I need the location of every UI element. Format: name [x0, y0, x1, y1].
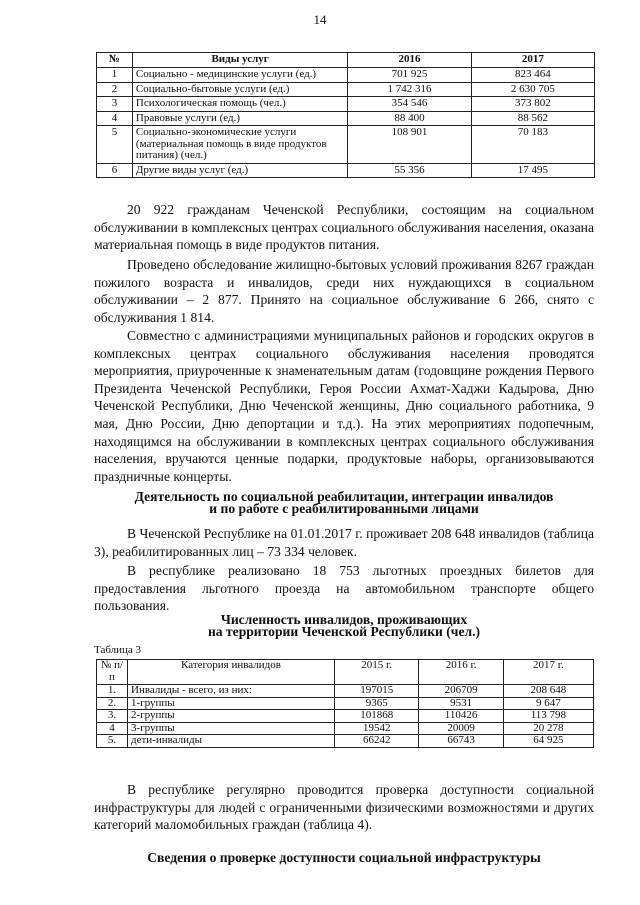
table-cell: Инвалиды - всего, из них: — [128, 685, 335, 698]
table-cell: 4 — [97, 111, 133, 126]
header-cell: 2016 г. — [419, 660, 503, 685]
heading-line: на территории Чеченской Республики (чел.) — [207, 624, 481, 639]
table-cell: 3. — [97, 710, 128, 723]
table-cell: 206709 — [419, 685, 503, 698]
table-cell: 2-группы — [128, 710, 335, 723]
table-cell: Социально - медицинские услуги (ед.) — [132, 68, 347, 83]
page-number: 14 — [313, 12, 327, 27]
table-cell: 66743 — [419, 735, 503, 748]
table-cell: 3 — [97, 97, 133, 112]
table-cell: 701 925 — [348, 68, 471, 83]
table-cell: 55 356 — [348, 163, 471, 178]
table-row — [97, 697, 594, 710]
table-cell: Социально-экономические услуги (материальная помощь в виде продуктов питания) (чел.) — [132, 126, 347, 164]
table-cell: 2 630 705 — [471, 82, 594, 97]
table-row — [97, 111, 595, 126]
table-row — [97, 685, 594, 698]
table-cell: 373 802 — [471, 97, 594, 112]
heading-line: и по работе с реабилитированными лицами — [209, 501, 479, 516]
table-row — [97, 710, 594, 723]
table-row — [97, 68, 595, 83]
header-cell: № п/п — [97, 660, 128, 685]
table-cell: 5. — [97, 735, 128, 748]
header-cell: 2015 г. — [335, 660, 419, 685]
table-cell: 70 183 — [471, 126, 594, 164]
table-cell: 1-группы — [128, 697, 335, 710]
paragraph-food-aid: 20 922 гражданам Чеченской Республики, состоящим на социальном обслуживании в комплексных центрах социального обслуживания населения, оказана материальная помощь в виде продуктов питания. — [94, 202, 594, 253]
table-cell: 5 — [97, 126, 133, 164]
table-header-row — [97, 53, 595, 68]
table-row — [97, 163, 595, 178]
table-row — [97, 97, 595, 112]
table-cell: 113 798 — [503, 710, 593, 723]
table-row — [97, 126, 595, 164]
paragraph-events: Совместно с администрациями муниципальных районов и городских округов в комплексных центрах социального обслуживания населения проводятся мероприятия, приуроченные к знаменательным датам (годовщине рождения Первого Президента Чеченской Республики, Героя России Ахмат-Хаджи Кадырова, Дню Чеченской Республики, Дню Чеченской женщины, Дню социального работника, 9 мая, Дню России, Дню депортации и т.д.). На этих мероприятиях подопечным, находящимся на обслуживании в комплексных центрах социального обслуживания населения, вручаются ценные подарки, продуктовые наборы, организовываются праздничные концерты. — [94, 328, 594, 484]
table-cell: 19542 — [335, 722, 419, 735]
table-cell: 2 — [97, 82, 133, 97]
header-cell: 2016 — [348, 53, 471, 68]
table-cell: 88 562 — [471, 111, 594, 126]
table-row — [97, 735, 594, 748]
table-row — [97, 82, 595, 97]
table-cell: 4 — [97, 722, 128, 735]
paragraph-disabled-count: В Чеченской Республике на 01.01.2017 г. проживает 208 648 инвалидов (таблица 3), реабилитированных лиц – 73 334 человек. — [94, 526, 594, 559]
paragraph-tickets: В республике реализовано 18 753 льготных проездных билетов для предоставления льготного проезда на автомобильном транспорте общего пользования. — [94, 563, 594, 614]
header-cell: 2017 г. — [503, 660, 593, 685]
table-cell: 9531 — [419, 697, 503, 710]
paragraph-survey: Проведено обследование жилищно-бытовых условий проживания 8267 граждан пожилого возраста и инвалидов, среди них нуждающихся в социальном обслуживании – 2 877. Принято на социальное обслуживание 6 266, снято с обслуживания 1 814. — [94, 257, 594, 325]
table-cell: дети-инвалиды — [128, 735, 335, 748]
table-cell: 823 464 — [471, 68, 594, 83]
table-cell: 20009 — [419, 722, 503, 735]
disabled-table — [96, 659, 594, 748]
table-header-row — [97, 660, 594, 685]
table-cell: 66242 — [335, 735, 419, 748]
header-cell: № — [97, 53, 133, 68]
heading-line: Численность инвалидов, проживающих — [220, 612, 468, 627]
table-cell: 20 278 — [503, 722, 593, 735]
table-cell: 9365 — [335, 697, 419, 710]
table-cell: 88 400 — [348, 111, 471, 126]
section-heading-accessibility: Сведения о проверке доступности социальной инфраструктуры — [147, 850, 541, 865]
services-table — [96, 52, 595, 178]
table-cell: 3-группы — [128, 722, 335, 735]
table-cell: Другие виды услуг (ед.) — [132, 163, 347, 178]
table-cell: 6 — [97, 163, 133, 178]
table-row — [97, 722, 594, 735]
table-cell: 197015 — [335, 685, 419, 698]
table-cell: 1 742 316 — [348, 82, 471, 97]
paragraph-accessibility: В республике регулярно проводится проверка доступности социальной инфраструктуры для людей с ограниченными физическими возможностями и других категорий маломобильных граждан (таблица 4). — [94, 782, 594, 833]
table-cell: Психологическая помощь (чел.) — [132, 97, 347, 112]
table-cell: 64 925 — [503, 735, 593, 748]
section-heading-rehabilitation — [94, 491, 594, 515]
table-cell: 101868 — [335, 710, 419, 723]
heading-line: Деятельность по социальной реабилитации, интеграции инвалидов — [134, 489, 554, 504]
table-cell: 110426 — [419, 710, 503, 723]
table-cell: Правовые услуги (ед.) — [132, 111, 347, 126]
table-cell: 208 648 — [503, 685, 593, 698]
table-label: Таблица 3 — [94, 644, 142, 656]
table-cell: 354 546 — [348, 97, 471, 112]
table-cell: 1 — [97, 68, 133, 83]
table-cell: 2. — [97, 697, 128, 710]
header-cell: Категория инвалидов — [128, 660, 335, 685]
table-cell: 108 901 — [348, 126, 471, 164]
table-heading-disabled — [94, 614, 594, 638]
table-cell: 9 647 — [503, 697, 593, 710]
table-cell: 17 495 — [471, 163, 594, 178]
header-cell: 2017 — [471, 53, 594, 68]
header-cell: Виды услуг — [132, 53, 347, 68]
table-cell: 1. — [97, 685, 128, 698]
table-cell: Социально-бытовые услуги (ед.) — [132, 82, 347, 97]
